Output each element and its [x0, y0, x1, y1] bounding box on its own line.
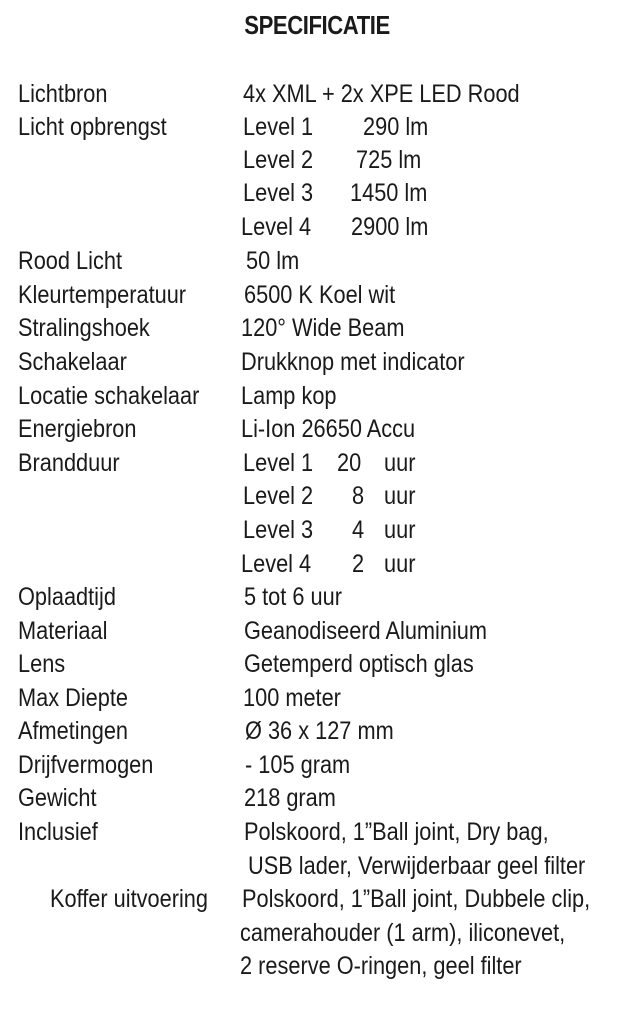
- level-value: 2: [352, 550, 365, 578]
- spec-value: 218 gram: [244, 784, 336, 812]
- spec-label: Licht opbrengst: [18, 113, 167, 141]
- spec-row-materiaal: [0, 615, 632, 648]
- spec-value: camerahouder (1 arm), iliconevet,: [240, 919, 566, 947]
- spec-label: Drijfvermogen: [18, 751, 154, 779]
- level-label: Level 1: [243, 449, 314, 477]
- spec-label: Rood Licht: [18, 247, 122, 275]
- spec-label: Afmetingen: [18, 717, 129, 745]
- level-value: 290 lm: [363, 113, 429, 141]
- level-value: 8: [352, 482, 365, 510]
- spec-value: 100 meter: [243, 684, 341, 712]
- spec-row-inclusief-2: [0, 850, 632, 883]
- level-value: 725 lm: [356, 146, 422, 174]
- spec-row-brandduur-4: [0, 548, 632, 581]
- spec-value: Drukknop met indicator: [241, 348, 465, 376]
- page-title: SPECIFICATIE: [244, 10, 390, 40]
- spec-value: 2 reserve O-ringen, geel filter: [240, 952, 522, 980]
- spec-row-rood: [0, 245, 632, 278]
- spec-row-koffer-3: [0, 950, 632, 983]
- level-value: 2900 lm: [351, 213, 429, 241]
- spec-label: Locatie schakelaar: [18, 382, 200, 410]
- level-value: 1450 lm: [350, 179, 428, 207]
- spec-value: 120° Wide Beam: [241, 314, 405, 342]
- spec-row-diepte: [0, 682, 632, 715]
- spec-label: Brandduur: [18, 449, 120, 477]
- spec-label: Schakelaar: [18, 348, 127, 376]
- spec-row-gewicht: [0, 782, 632, 815]
- spec-row-opbrengst-1: [0, 111, 632, 144]
- spec-label: Energiebron: [18, 415, 137, 443]
- spec-label: Gewicht: [18, 784, 97, 812]
- level-label: Level 4: [241, 550, 312, 578]
- spec-label: Lichtbron: [18, 80, 108, 108]
- level-value: 4: [352, 516, 365, 544]
- spec-label: Kleurtemperatuur: [18, 281, 187, 309]
- level-unit: uur: [384, 516, 416, 544]
- level-label: Level 2: [243, 146, 314, 174]
- level-unit: uur: [384, 449, 416, 477]
- level-value: 20: [337, 449, 362, 477]
- spec-row-opbrengst-4: [0, 211, 632, 244]
- spec-label: Stralingshoek: [18, 314, 150, 342]
- spec-value: 6500 K Koel wit: [244, 281, 396, 309]
- spec-row-energie: [0, 413, 632, 446]
- spec-row-kleur: [0, 279, 632, 312]
- spec-row-drijf: [0, 749, 632, 782]
- spec-row-hoek: [0, 312, 632, 345]
- spec-value: USB lader, Verwijderbaar geel filter: [248, 852, 586, 880]
- spec-row-schakelaar: [0, 346, 632, 379]
- spec-value: Polskoord, 1”Ball joint, Dry bag,: [244, 818, 549, 846]
- level-label: Level 4: [241, 213, 312, 241]
- spec-row-lens: [0, 648, 632, 681]
- spec-row-brandduur-1: [0, 447, 632, 480]
- spec-row-opbrengst-3: [0, 177, 632, 210]
- spec-label: Materiaal: [18, 617, 108, 645]
- spec-value: Ø 36 x 127 mm: [245, 717, 394, 745]
- spec-row-afmetingen: [0, 715, 632, 748]
- spec-row-koffer-1: [0, 883, 632, 916]
- level-label: Level 3: [243, 516, 314, 544]
- spec-value: Polskoord, 1”Ball joint, Dubbele clip,: [242, 885, 591, 913]
- spec-value: Lamp kop: [241, 382, 337, 410]
- spec-value: - 105 gram: [245, 751, 351, 779]
- spec-value: Geanodiseerd Aluminium: [244, 617, 488, 645]
- spec-row-oplaad: [0, 581, 632, 614]
- spec-value: 5 tot 6 uur: [244, 583, 342, 611]
- level-unit: uur: [384, 550, 416, 578]
- spec-label: Inclusief: [18, 818, 98, 846]
- level-unit: uur: [384, 482, 416, 510]
- spec-label: Oplaadtijd: [18, 583, 116, 611]
- spec-value: 50 lm: [246, 247, 300, 275]
- spec-value: Getemperd optisch glas: [244, 650, 474, 678]
- spec-row-koffer-2: [0, 917, 632, 950]
- spec-label: Max Diepte: [18, 684, 129, 712]
- spec-label: Lens: [18, 650, 66, 678]
- level-label: Level 3: [243, 179, 314, 207]
- level-label: Level 1: [243, 113, 314, 141]
- spec-label: Koffer uitvoering: [50, 885, 208, 913]
- spec-row-brandduur-3: [0, 514, 632, 547]
- spec-row-lichtbron: [0, 78, 632, 111]
- level-label: Level 2: [243, 482, 314, 510]
- spec-row-locatie: [0, 380, 632, 413]
- spec-value: Li-Ion 26650 Accu: [241, 415, 416, 443]
- spec-row-inclusief-1: [0, 816, 632, 849]
- spec-row-brandduur-2: [0, 480, 632, 513]
- spec-value: 4x XML + 2x XPE LED Rood: [243, 80, 520, 108]
- spec-row-opbrengst-2: [0, 144, 632, 177]
